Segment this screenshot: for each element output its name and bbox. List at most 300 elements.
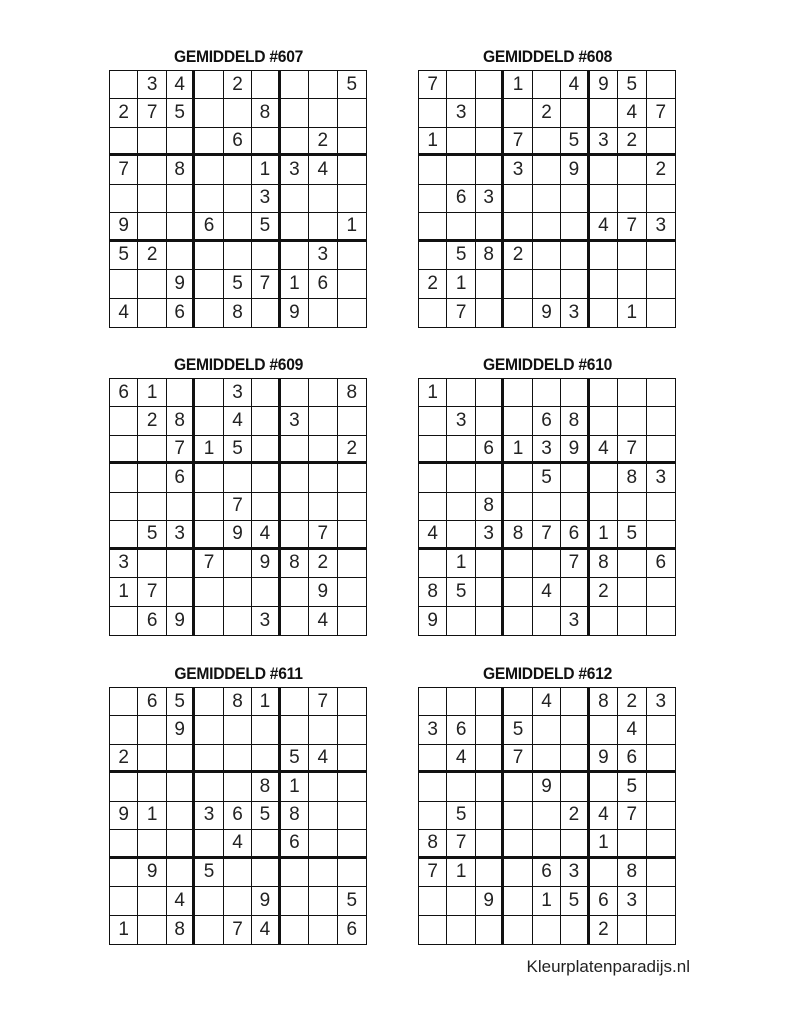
sudoku-cell	[533, 185, 561, 213]
sudoku-cell	[561, 379, 589, 407]
sudoku-cell	[224, 156, 252, 184]
sudoku-cell	[618, 607, 646, 635]
sudoku-cell	[138, 213, 166, 241]
sudoku-cell	[224, 550, 252, 578]
sudoku-cell	[647, 802, 675, 830]
sudoku-cell	[110, 71, 138, 99]
sudoku-cell	[447, 464, 475, 492]
sudoku-cell: 9	[167, 716, 195, 744]
sudoku-cell	[647, 745, 675, 773]
sudoku-cell	[476, 213, 504, 241]
sudoku-cell: 6	[447, 716, 475, 744]
sudoku-cell: 4	[618, 99, 646, 127]
sudoku-cell	[110, 521, 138, 549]
sudoku-cell: 8	[252, 773, 280, 801]
sudoku-cell	[110, 716, 138, 744]
sudoku-cell	[224, 464, 252, 492]
sudoku-cell	[476, 773, 504, 801]
sudoku-cell	[252, 128, 280, 156]
sudoku-cell	[419, 242, 447, 270]
sudoku-cell: 3	[110, 550, 138, 578]
sudoku-cell	[647, 379, 675, 407]
puzzle-title: GEMIDDELD #609	[173, 355, 304, 374]
sudoku-cell: 5	[252, 802, 280, 830]
sudoku-cell: 7	[419, 859, 447, 887]
sudoku-cell	[590, 716, 618, 744]
sudoku-cell	[195, 745, 223, 773]
sudoku-cell	[138, 830, 166, 858]
sudoku-cell	[309, 887, 337, 915]
sudoku-cell	[647, 773, 675, 801]
sudoku-cell	[618, 493, 646, 521]
sudoku-cell: 5	[224, 270, 252, 298]
sudoku-cell: 1	[533, 887, 561, 915]
sudoku-cell	[138, 773, 166, 801]
sudoku-cell	[338, 407, 366, 435]
sudoku-cell	[504, 407, 532, 435]
sudoku-cell	[195, 521, 223, 549]
sudoku-cell	[281, 213, 309, 241]
sudoku-cell: 3	[561, 299, 589, 327]
sudoku-cell	[138, 185, 166, 213]
sudoku-cell	[504, 830, 532, 858]
sudoku-cell	[195, 887, 223, 915]
sudoku-cell	[476, 128, 504, 156]
sudoku-cell	[533, 916, 561, 944]
sudoku-cell	[447, 71, 475, 99]
sudoku-cell	[281, 185, 309, 213]
sudoku-cell: 5	[561, 887, 589, 915]
sudoku-cell	[504, 688, 532, 716]
sudoku-cell	[533, 379, 561, 407]
sudoku-cell	[647, 916, 675, 944]
sudoku-cell	[338, 128, 366, 156]
sudoku-cell	[590, 607, 618, 635]
sudoku-cell	[338, 578, 366, 606]
sudoku-cell: 8	[338, 379, 366, 407]
sudoku-cell	[419, 887, 447, 915]
sudoku-cell: 8	[167, 916, 195, 944]
sudoku-cell: 9	[281, 299, 309, 327]
sudoku-cell	[419, 773, 447, 801]
sudoku-cell	[309, 213, 337, 241]
sudoku-cell	[281, 242, 309, 270]
sudoku-cell	[195, 242, 223, 270]
sudoku-cell	[167, 550, 195, 578]
sudoku-cell	[647, 830, 675, 858]
sudoku-cell: 3	[561, 607, 589, 635]
sudoku-cell: 6	[533, 859, 561, 887]
sudoku-cell: 4	[419, 521, 447, 549]
sudoku-cell: 6	[110, 379, 138, 407]
sudoku-cell	[476, 270, 504, 298]
sudoku-cell	[224, 716, 252, 744]
sudoku-cell: 6	[138, 688, 166, 716]
sudoku-cell	[281, 99, 309, 127]
sudoku-cell	[110, 270, 138, 298]
sudoku-cell	[476, 688, 504, 716]
sudoku-cell	[533, 716, 561, 744]
sudoku-cell	[195, 716, 223, 744]
sudoku-cell	[224, 578, 252, 606]
sudoku-cell	[110, 773, 138, 801]
sudoku-cell: 6	[647, 550, 675, 578]
sudoku-cell: 8	[167, 407, 195, 435]
sudoku-cell: 9	[590, 71, 618, 99]
sudoku-cell	[647, 521, 675, 549]
sudoku-cell	[281, 716, 309, 744]
sudoku-cell	[167, 830, 195, 858]
sudoku-cell: 9	[224, 521, 252, 549]
sudoku-cell: 6	[224, 802, 252, 830]
sudoku-cell	[476, 99, 504, 127]
sudoku-cell	[447, 436, 475, 464]
sudoku-cell	[618, 407, 646, 435]
sudoku-cell	[561, 773, 589, 801]
sudoku-cell: 4	[590, 802, 618, 830]
sudoku-cell	[504, 213, 532, 241]
sudoku-cell: 7	[504, 128, 532, 156]
sudoku-cell	[618, 185, 646, 213]
sudoku-cell: 1	[252, 688, 280, 716]
sudoku-cell: 8	[618, 464, 646, 492]
sudoku-cell	[647, 607, 675, 635]
sudoku-cell	[533, 830, 561, 858]
sudoku-cell: 2	[419, 270, 447, 298]
sudoku-cell	[281, 493, 309, 521]
sudoku-cell	[281, 916, 309, 944]
sudoku-cell	[647, 859, 675, 887]
sudoku-cell	[338, 99, 366, 127]
sudoku-cell: 6	[618, 745, 646, 773]
sudoku-cell	[224, 242, 252, 270]
sudoku-cell	[419, 436, 447, 464]
sudoku-cell	[533, 156, 561, 184]
sudoku-cell: 5	[224, 436, 252, 464]
sudoku-cell	[224, 745, 252, 773]
sudoku-cell	[195, 773, 223, 801]
sudoku-cell	[338, 550, 366, 578]
sudoku-cell: 7	[224, 916, 252, 944]
sudoku-cell	[338, 242, 366, 270]
sudoku-cell	[252, 493, 280, 521]
sudoku-cell: 7	[167, 436, 195, 464]
sudoku-cell	[504, 299, 532, 327]
sudoku-cell	[590, 493, 618, 521]
sudoku-grid	[418, 378, 676, 636]
sudoku-cell	[561, 99, 589, 127]
sudoku-cell: 6	[447, 185, 475, 213]
sudoku-cell	[590, 407, 618, 435]
sudoku-cell: 8	[618, 859, 646, 887]
sudoku-cell: 2	[110, 745, 138, 773]
sudoku-cell: 8	[252, 99, 280, 127]
sudoku-cell	[195, 916, 223, 944]
sudoku-cell	[195, 185, 223, 213]
sudoku-cell: 9	[167, 270, 195, 298]
sudoku-cell	[281, 436, 309, 464]
sudoku-cell: 7	[138, 578, 166, 606]
sudoku-cell	[561, 745, 589, 773]
sudoku-cell: 5	[167, 99, 195, 127]
sudoku-cell	[476, 379, 504, 407]
sudoku-cell	[447, 916, 475, 944]
sudoku-cell	[561, 270, 589, 298]
sudoku-cell: 2	[590, 916, 618, 944]
sudoku-cell	[476, 407, 504, 435]
sudoku-cell	[110, 407, 138, 435]
sudoku-cell	[647, 578, 675, 606]
sudoku-cell	[281, 521, 309, 549]
sudoku-cell	[338, 185, 366, 213]
sudoku-cell	[309, 802, 337, 830]
sudoku-puzzle-608	[418, 44, 677, 328]
sudoku-puzzle-609	[109, 352, 368, 636]
sudoku-cell: 2	[138, 407, 166, 435]
sudoku-cell: 7	[618, 436, 646, 464]
sudoku-cell	[338, 830, 366, 858]
sudoku-cell	[252, 71, 280, 99]
sudoku-cell: 9	[252, 550, 280, 578]
sudoku-cell: 4	[224, 407, 252, 435]
sudoku-cell: 1	[138, 379, 166, 407]
sudoku-cell	[618, 830, 646, 858]
sudoku-cell: 8	[561, 407, 589, 435]
sudoku-cell	[419, 916, 447, 944]
sudoku-cell: 7	[447, 299, 475, 327]
sudoku-cell	[195, 156, 223, 184]
puzzle-title: GEMIDDELD #610	[482, 355, 613, 374]
sudoku-cell: 9	[476, 887, 504, 915]
sudoku-cell	[138, 716, 166, 744]
sudoku-cell	[476, 299, 504, 327]
sudoku-cell: 8	[504, 521, 532, 549]
sudoku-cell	[447, 773, 475, 801]
sudoku-grid	[418, 687, 676, 945]
sudoku-cell	[504, 99, 532, 127]
sudoku-cell	[281, 71, 309, 99]
sudoku-grid	[109, 687, 367, 945]
sudoku-cell: 4	[309, 745, 337, 773]
sudoku-cell: 3	[281, 407, 309, 435]
sudoku-cell	[504, 379, 532, 407]
sudoku-cell	[338, 156, 366, 184]
sudoku-cell	[504, 493, 532, 521]
sudoku-cell: 5	[447, 802, 475, 830]
sudoku-cell: 1	[195, 436, 223, 464]
sudoku-cell	[252, 464, 280, 492]
sudoku-puzzle-607	[109, 44, 368, 328]
sudoku-cell: 6	[167, 299, 195, 327]
sudoku-cell	[252, 299, 280, 327]
sudoku-cell	[252, 830, 280, 858]
sudoku-grid	[109, 378, 367, 636]
sudoku-cell: 7	[138, 99, 166, 127]
sudoku-cell	[224, 213, 252, 241]
sudoku-cell	[281, 887, 309, 915]
sudoku-cell: 3	[476, 521, 504, 549]
sudoku-cell	[224, 859, 252, 887]
sudoku-cell: 3	[309, 242, 337, 270]
sudoku-cell: 3	[138, 71, 166, 99]
sudoku-cell	[419, 688, 447, 716]
sudoku-cell	[338, 716, 366, 744]
sudoku-cell	[338, 299, 366, 327]
sudoku-cell	[138, 270, 166, 298]
sudoku-cell	[476, 745, 504, 773]
sudoku-cell: 3	[252, 607, 280, 635]
sudoku-cell: 4	[447, 745, 475, 773]
sudoku-cell	[590, 859, 618, 887]
sudoku-grid	[109, 70, 367, 328]
sudoku-puzzle-611	[109, 661, 368, 945]
sudoku-cell: 4	[309, 607, 337, 635]
sudoku-cell: 1	[281, 773, 309, 801]
sudoku-cell	[533, 213, 561, 241]
sudoku-cell	[281, 578, 309, 606]
sudoku-cell	[476, 71, 504, 99]
sudoku-cell: 5	[533, 464, 561, 492]
sudoku-cell	[590, 464, 618, 492]
sudoku-cell: 5	[561, 128, 589, 156]
sudoku-cell	[138, 464, 166, 492]
sudoku-cell	[561, 185, 589, 213]
sudoku-cell: 9	[110, 213, 138, 241]
sudoku-cell	[504, 773, 532, 801]
sudoku-cell: 5	[167, 688, 195, 716]
sudoku-cell: 9	[419, 607, 447, 635]
sudoku-cell: 5	[447, 578, 475, 606]
sudoku-cell	[252, 242, 280, 270]
sudoku-cell	[195, 578, 223, 606]
sudoku-cell: 1	[338, 213, 366, 241]
sudoku-cell: 5	[504, 716, 532, 744]
sudoku-cell: 1	[590, 830, 618, 858]
sudoku-cell: 7	[110, 156, 138, 184]
sudoku-cell: 4	[224, 830, 252, 858]
sudoku-cell: 5	[618, 521, 646, 549]
sudoku-cell: 2	[224, 71, 252, 99]
sudoku-cell: 2	[309, 550, 337, 578]
sudoku-cell: 6	[167, 464, 195, 492]
sudoku-cell: 1	[110, 578, 138, 606]
sudoku-cell	[504, 607, 532, 635]
sudoku-cell	[309, 916, 337, 944]
sudoku-cell	[476, 716, 504, 744]
sudoku-cell	[533, 270, 561, 298]
sudoku-cell	[167, 859, 195, 887]
sudoku-cell	[167, 802, 195, 830]
sudoku-cell	[561, 242, 589, 270]
sudoku-cell	[447, 688, 475, 716]
sudoku-cell	[647, 887, 675, 915]
sudoku-cell	[533, 607, 561, 635]
site-watermark: Kleurplatenparadijs.nl	[526, 957, 690, 976]
sudoku-cell: 5	[338, 71, 366, 99]
sudoku-cell	[419, 550, 447, 578]
sudoku-cell: 3	[647, 213, 675, 241]
sudoku-cell	[590, 270, 618, 298]
sudoku-cell: 4	[590, 213, 618, 241]
sudoku-cell	[504, 578, 532, 606]
sudoku-cell	[419, 99, 447, 127]
sudoku-cell: 5	[338, 887, 366, 915]
sudoku-cell: 2	[561, 802, 589, 830]
sudoku-cell	[504, 185, 532, 213]
sudoku-cell	[252, 407, 280, 435]
sudoku-cell	[590, 185, 618, 213]
sudoku-cell	[504, 270, 532, 298]
sudoku-cell	[252, 436, 280, 464]
sudoku-cell	[476, 830, 504, 858]
sudoku-cell	[533, 493, 561, 521]
sudoku-cell	[110, 830, 138, 858]
sudoku-cell	[138, 745, 166, 773]
sudoku-cell	[533, 802, 561, 830]
sudoku-cell	[138, 299, 166, 327]
sudoku-cell	[138, 550, 166, 578]
sudoku-cell: 9	[561, 436, 589, 464]
sudoku-cell: 9	[561, 156, 589, 184]
sudoku-cell	[195, 830, 223, 858]
sudoku-cell	[195, 299, 223, 327]
sudoku-cell: 2	[590, 578, 618, 606]
sudoku-cell: 9	[590, 745, 618, 773]
sudoku-cell: 3	[561, 859, 589, 887]
sudoku-puzzle-612	[418, 661, 677, 945]
sudoku-cell: 5	[138, 521, 166, 549]
sudoku-cell: 6	[346, 918, 358, 940]
sudoku-cell	[281, 688, 309, 716]
sudoku-cell	[561, 213, 589, 241]
sudoku-cell	[309, 436, 337, 464]
sudoku-cell: 9	[167, 607, 195, 635]
sudoku-cell: 3	[281, 156, 309, 184]
sudoku-cell: 6	[195, 213, 223, 241]
sudoku-cell: 8	[224, 299, 252, 327]
sudoku-cell	[476, 916, 504, 944]
sudoku-cell	[561, 464, 589, 492]
sudoku-cell	[195, 270, 223, 298]
sudoku-cell	[561, 578, 589, 606]
sudoku-cell	[590, 99, 618, 127]
sudoku-cell	[309, 464, 337, 492]
sudoku-cell	[281, 607, 309, 635]
sudoku-cell: 1	[281, 270, 309, 298]
sudoku-cell: 4	[110, 299, 138, 327]
sudoku-cell	[504, 859, 532, 887]
sudoku-cell: 9	[252, 887, 280, 915]
sudoku-cell: 4	[561, 71, 589, 99]
sudoku-cell: 3	[252, 185, 280, 213]
sudoku-cell	[618, 242, 646, 270]
sudoku-cell	[338, 802, 366, 830]
sudoku-cell: 1	[447, 270, 475, 298]
sudoku-cell: 1	[419, 128, 447, 156]
sudoku-cell	[195, 128, 223, 156]
sudoku-cell	[195, 607, 223, 635]
sudoku-cell	[110, 607, 138, 635]
sudoku-cell: 5	[447, 242, 475, 270]
sudoku-cell	[110, 859, 138, 887]
sudoku-cell	[110, 493, 138, 521]
sudoku-cell: 8	[419, 830, 447, 858]
sudoku-cell	[533, 745, 561, 773]
sudoku-cell	[447, 128, 475, 156]
sudoku-cell	[138, 156, 166, 184]
sudoku-cell: 3	[476, 185, 504, 213]
sudoku-cell: 8	[419, 578, 447, 606]
